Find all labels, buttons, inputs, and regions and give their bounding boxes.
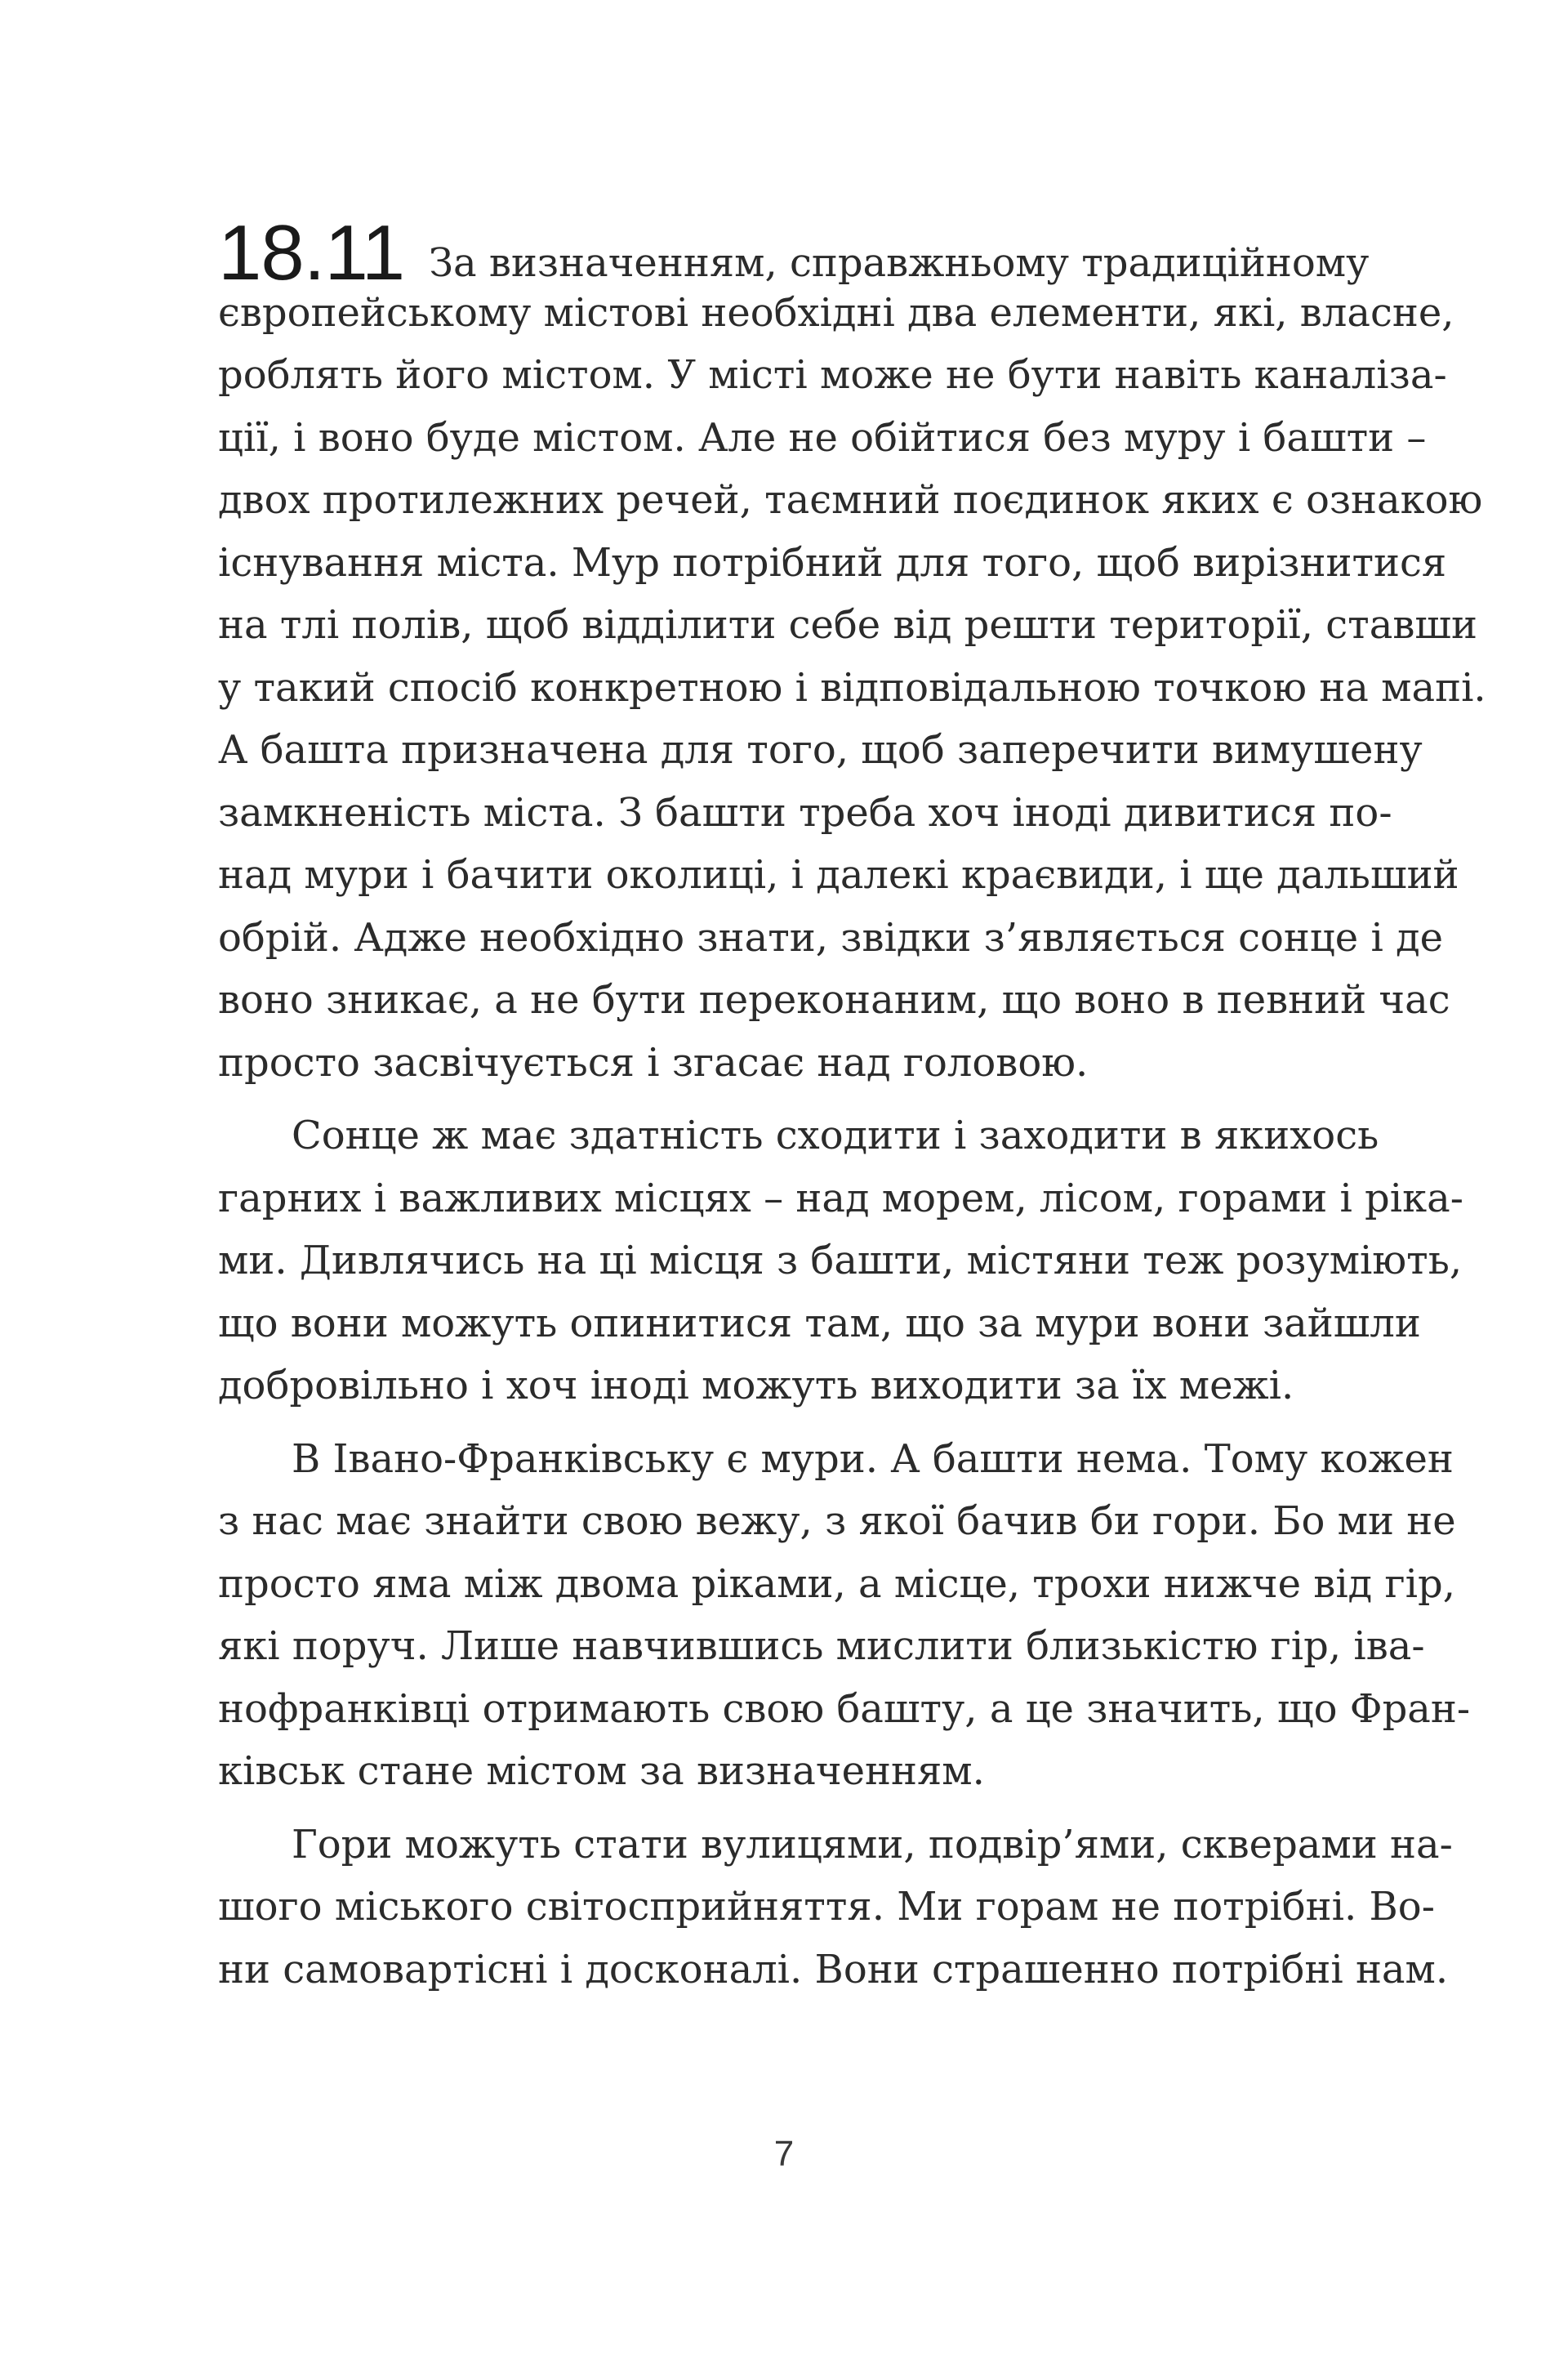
text-line: ції, і воно буде містом. Але не обійтися без муру і башти –: [218, 414, 1427, 461]
text-line: ни самовартісні і досконалі. Вони страшенно потрібні нам.: [218, 1946, 1449, 1992]
text-line: двох протилежних речей, таємний поєдинок яких є ознакою: [218, 477, 1483, 523]
text-line: добровільно і хоч іноді можуть виходити за їх межі.: [218, 1363, 1294, 1408]
text-line: Гори можуть стати вулицями, подвір’ями, скверами на-: [292, 1821, 1453, 1867]
paragraph-gap: [218, 1803, 1351, 1814]
text-line: роблять його містом. У місті може не бути навіть каналіза-: [218, 352, 1447, 398]
text-line: нофранківці отримають свою башту, а це значить, що Фран-: [218, 1685, 1471, 1732]
text-line: обрій. Адже необхідно знати, звідки з’являється сонце і де: [218, 914, 1444, 961]
text-line: воно зникає, а не бути переконаним, що воно в певний час: [218, 977, 1450, 1023]
text-line: з нас має знайти свою вежу, з якої бачив би гори. Бо ми не: [218, 1498, 1456, 1544]
text-line: Сонце ж має здатність сходити і заходити в якихось: [292, 1113, 1379, 1158]
entry-date: 18.11: [218, 209, 405, 297]
text-line: у такий спосіб конкретною і відповідальною точкою на мапі.: [218, 664, 1486, 711]
paragraph-gap: [218, 1094, 1351, 1104]
text-line: ми. Дивлячись на ці місця з башти, містяни теж розуміють,: [218, 1238, 1463, 1283]
entry-text: [218, 209, 1486, 2001]
text-line: що вони можуть опинитися там, що за мури вони зайшли: [218, 1300, 1421, 1346]
text-line: А башта призначена для того, щоб заперечити вимушену: [218, 727, 1423, 773]
text-line: просто яма між двома ріками, а місце, трохи нижче від гір,: [218, 1560, 1455, 1607]
text-line: За визначенням, справжньому традиційному: [429, 240, 1370, 286]
text-line: просто засвічується і згасає над головою.: [218, 1039, 1089, 1086]
text-line: ківськ стане містом за визначенням.: [218, 1748, 985, 1794]
paragraph-gap: [218, 1417, 1351, 1428]
text-line: В Івано-Франківську є мури. А башти нема. Тому кожен: [292, 1435, 1454, 1482]
text-line: гарних і важливих місцях – над морем, лісом, горами і ріка-: [218, 1175, 1463, 1221]
text-line: на тлі полів, щоб відділити себе від решти території, ставши: [218, 602, 1477, 648]
text-line: які поруч. Лише навчившись мислити близькістю гір, іва-: [218, 1623, 1425, 1669]
text-line: над мури і бачити околиці, і далекі краєвиди, і ще дальший: [218, 852, 1459, 898]
entry-first-line: [218, 209, 1370, 297]
page-number: 7: [773, 2134, 795, 2174]
text-line: шого міського світосприйняття. Ми горам не потрібні. Во-: [218, 1884, 1435, 1930]
text-line: європейському містові необхідні два елементи, які, власне,: [218, 289, 1454, 336]
text-line: існування міста. Мур потрібний для того, щоб вирізнитися: [218, 539, 1447, 586]
text-line: замкненість міста. З башти треба хоч іноді дивитися по-: [218, 789, 1392, 836]
